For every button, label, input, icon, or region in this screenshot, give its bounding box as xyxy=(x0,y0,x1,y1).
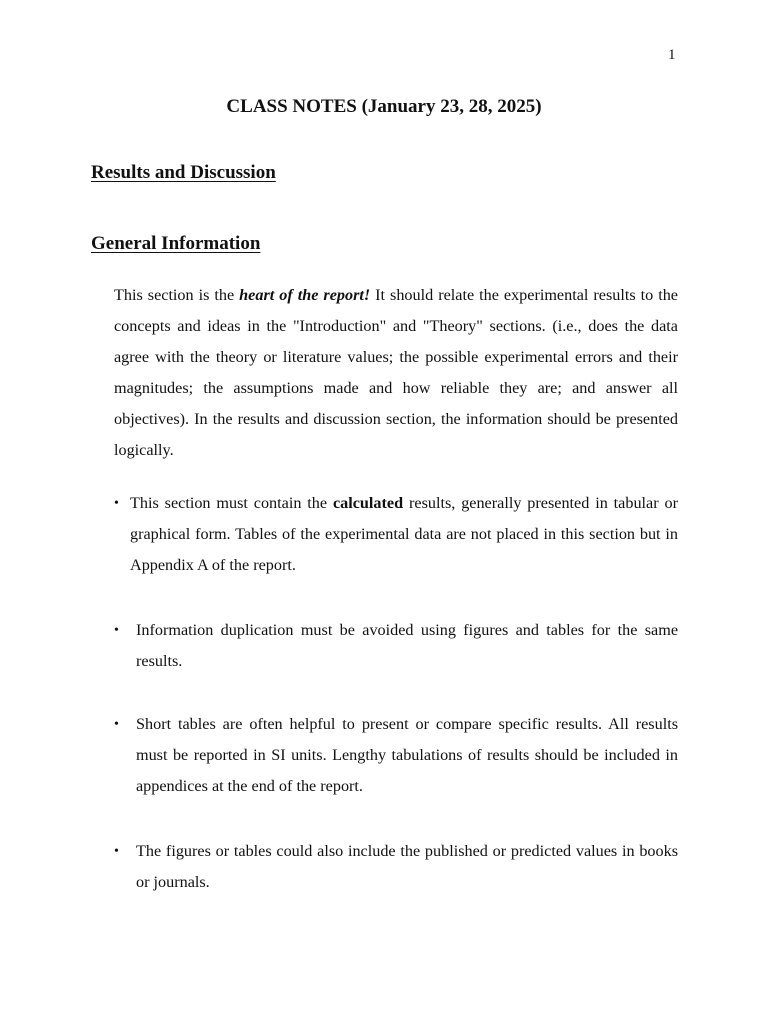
heading-results-discussion: Results and Discussion xyxy=(91,162,276,183)
bullet-text: Information duplication must be avoided using figures and tables for the same results. xyxy=(136,621,678,670)
intro-lead: This section is the xyxy=(114,286,240,304)
bullet-icon: • xyxy=(114,623,119,638)
bullet-text-before: This section must contain the xyxy=(130,494,333,512)
heading-general-information: General Information xyxy=(91,233,261,254)
bullet-text: Short tables are often helpful to present or compare specific results. All results must be reported in SI units. Lengthy tabulations of results should be included in appendices at the end of the report. xyxy=(136,715,678,795)
bullet-text: The figures or tables could also include the published or predicted values in books or journals. xyxy=(136,842,678,891)
bullet-text-bold: calculated xyxy=(332,494,404,512)
bullet-icon: • xyxy=(114,844,119,859)
intro-rest: It should relate the experimental results to the concepts and ideas in the "Introduction" and "Theory" sections. (i.e., does the data agree with the theory or literature values; the possible experimental errors and their magnitudes; the assumptions made and how reliable they are; and answer all objectives). In the results and discussion section, the information should be presented logically. xyxy=(114,286,678,459)
intro-emphasis: heart of the report! xyxy=(239,286,371,304)
bullet-text xyxy=(130,488,678,581)
page-number: 1 xyxy=(668,47,676,63)
bullet-item xyxy=(114,488,678,581)
bullet-text-after: results, generally presented in tabular or graphical form. Tables of the experimental data are not placed in this section but in Appendix A of the report. xyxy=(130,494,678,574)
bullet-item xyxy=(114,836,678,898)
intro-paragraph xyxy=(114,280,678,466)
bullet-item xyxy=(114,709,678,802)
page-title: CLASS NOTES (January 23, 28, 2025) xyxy=(226,96,542,117)
bullet-item xyxy=(114,615,678,677)
bullet-icon: • xyxy=(114,496,119,511)
bullet-icon: • xyxy=(114,717,119,732)
